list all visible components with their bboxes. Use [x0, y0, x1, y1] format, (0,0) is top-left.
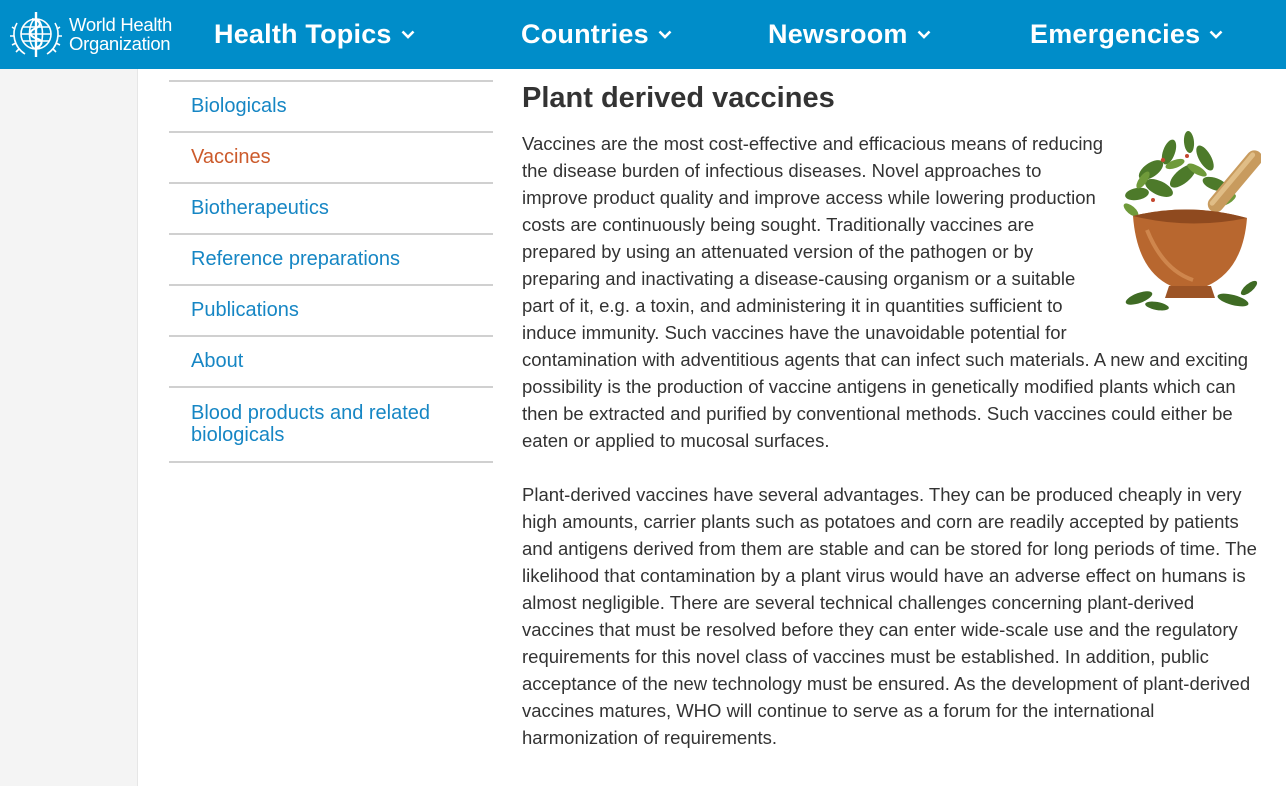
chevron-down-icon	[658, 30, 672, 39]
page-title: Plant derived vaccines	[522, 82, 835, 114]
paragraph-1: Vaccines are the most cost-effective and efficacious means of reducing the disease burden of infectious diseases. Novel approaches to improve product quality and improve access while lowering production costs are continuously being sought. Traditionally vaccines are prepared by using an attenuated version of the pathogen or by preparing and inactivating a disease-causing organism or a suitable part of it, e.g. a toxin, and administering it in quantities sufficient to induce immunity. Such vaccines have the unavoidable potential for contamination with adventitious agents that can infect such materials. A new and exciting possibility is the production of vaccine antigens in genetically modified plants which can then be extracted and purified by conventional methods. Such vaccines could either be eaten or applied to mucosal surfaces.	[522, 133, 1249, 451]
nav-health-topics[interactable]	[214, 0, 415, 69]
chevron-down-icon	[1209, 30, 1223, 39]
nav-newsroom[interactable]	[768, 0, 931, 69]
herbal-mortar-image	[1123, 130, 1261, 314]
nav-newsroom-label: Newsroom	[768, 19, 908, 49]
main-content	[522, 80, 1258, 751]
top-navigation-bar	[0, 0, 1286, 69]
who-emblem-icon	[8, 9, 64, 59]
sidebar-item-about[interactable]: About	[169, 337, 493, 388]
sidebar-item-biotherapeutics[interactable]: Biotherapeutics	[169, 184, 493, 235]
chevron-down-icon	[401, 30, 415, 39]
paragraph-2: Plant-derived vaccines have several advantages. They can be produced cheaply in very high amounts, carrier plants such as potatoes and corn are readily accepted by patients and antigens derived from them are stable and can be stored for long periods of time. The likelihood that contamination by a plant virus would have an adverse effect on humans is almost negligible. There are several technical challenges concerning plant-derived vaccines that must be resolved before they can enter wide-scale use and the regulatory requirements for this novel class of vaccines must be established. In addition, public acceptance of the new technology must be ensured. As the development of plant-derived vaccines matures, WHO will continue to serve as a forum for the international harmonization of requirements.	[522, 484, 1257, 748]
logo-text	[69, 15, 172, 53]
nav-health-topics-label: Health Topics	[214, 19, 392, 49]
nav-emergencies[interactable]	[1030, 0, 1223, 69]
sidebar-item-publications[interactable]: Publications	[169, 286, 493, 337]
left-gutter	[0, 69, 138, 786]
nav-countries[interactable]	[521, 0, 672, 69]
chevron-down-icon	[917, 30, 931, 39]
nav-countries-label: Countries	[521, 19, 649, 49]
logo-text-line1: World Health	[69, 14, 172, 35]
sidebar-item-vaccines[interactable]: Vaccines	[169, 133, 493, 184]
who-logo[interactable]	[8, 9, 172, 59]
sidebar-item-biologicals[interactable]: Biologicals	[169, 82, 493, 133]
nav-emergencies-label: Emergencies	[1030, 19, 1201, 49]
sidebar-menu	[169, 80, 493, 463]
sidebar-item-reference-preparations[interactable]: Reference preparations	[169, 235, 493, 286]
sidebar-item-blood-products[interactable]: Blood products and related biologicals	[169, 388, 493, 463]
logo-text-line2: Organization	[69, 33, 171, 54]
